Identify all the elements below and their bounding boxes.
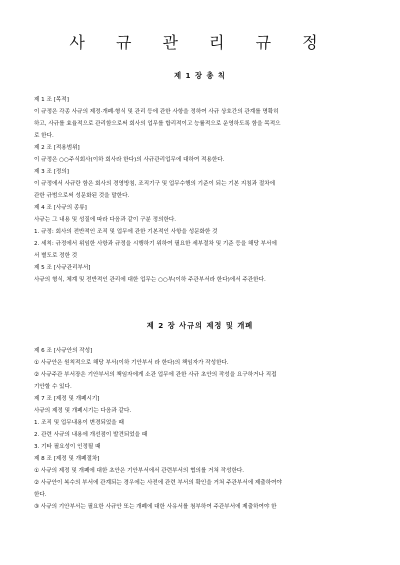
article-3-text-line: 이 규정에서 사규란 함은 회사의 경영방침, 조직기구 및 업무수행의 기준이 되는 기본 지침과 절차에: [34, 181, 276, 187]
article-3-text-line: 관한 규범으로써 성문화된 것을 말한다.: [34, 193, 130, 199]
article-6-heading: 제 6 조 [사규안의 작성]: [34, 348, 93, 354]
article-2-text-line: 이 규정은 ○○주식회사(이하 회사라 한다)의 사규관리업무에 대하여 적용한다.: [34, 157, 225, 163]
article-4-item: 서 별도로 정한 것: [34, 253, 78, 259]
article-1-text-line: 로 한다.: [34, 133, 54, 139]
article-8-heading: 제 8 조 [제정 및 개폐절차]: [34, 456, 100, 462]
chapter-2-heading: 제 2 장 사규의 제정 및 개폐: [146, 321, 254, 330]
article-6-text-line: ① 사규안은 원칙적으로 해당 부서(이하 기안부서 라 한다)의 책임자가 작성한다.: [34, 360, 229, 366]
article-2-heading: 제 2 조 [적용범위]: [34, 145, 80, 151]
article-1-text-line: 하고, 사규를 효율적으로 관리함으로써 회사의 업무를 합리적이고 능률적으로 운영하도록 함을 목적으: [34, 121, 281, 127]
article-8-text-line: ① 사규의 제정 및 개폐에 대한 초안은 기안부서에서 관련부서의 협의를 거쳐 작성한다.: [34, 468, 245, 474]
article-1-heading: 제 1 조 [목적]: [34, 97, 69, 103]
article-7-item: 3. 기타 필요성이 인정될 때: [34, 444, 101, 450]
article-4-text-line: 사규는 그 내용 및 성질에 따라 다음과 같이 구분 정의한다.: [34, 217, 177, 223]
article-3-heading: 제 3 조 [정의]: [34, 169, 69, 175]
article-8-text-line: 한다.: [34, 492, 47, 498]
article-7-item: 1. 조직 및 업무내용이 변경되었을 때: [34, 420, 124, 426]
article-6-text-line: ② 사규주관 부서장은 기안부서의 책임자에게 소관 업무에 관한 사규 초안의 작성을 요구하거나 직접: [34, 372, 277, 378]
article-7-text-line: 사규의 제정 및 개폐시기는 다음과 같다.: [34, 408, 132, 414]
article-1-text-line: 이 규정은 각종 사규의 제정·개폐·형식 및 관리 등에 관한 사항을 정하여 사규 상호간의 관계를 명확히: [34, 109, 279, 115]
article-8-text-line: ② 사규안이 복수의 부서에 관계되는 경우에는 사전에 관련 부서의 확인을 거쳐 주관부서에 제출하여야: [34, 480, 282, 486]
article-8-text-line: ③ 사규의 기안부서는 필요한 사규안 또는 개폐에 대한 사유서를 첨부하여 주관부서에 제출하여야 한: [34, 504, 277, 510]
article-4-item: 2. 세칙: 규정에서 위임한 사항과 규정을 시행하기 위하여 필요한 세부절차 및 기준 등을 해당 부서에: [34, 241, 277, 247]
chapter-2-body: [34, 345, 368, 513]
chapter-1-body: [34, 94, 368, 286]
article-4-heading: 제 4 조 [사규의 종류]: [34, 205, 87, 211]
article-7-heading: 제 7 조 [제정 및 개폐시기]: [34, 396, 100, 402]
article-5-heading: 제 5 조 [사규관리부서]: [34, 265, 91, 271]
chapter-1-heading: 제 1 장 총 칙: [174, 71, 226, 80]
article-4-item: 1. 규정: 회사의 전반적인 조직 및 업무에 관한 기본적인 사항을 성문화한 것: [34, 229, 218, 235]
article-6-text-line: 기안할 수 있다.: [34, 384, 72, 390]
article-5-text-line: 사규의 형식, 체계 및 전반적인 관리에 대한 업무는 ○○부(이하 주관부서라 한다)에서 주관한다.: [34, 277, 266, 283]
article-7-item: 2. 관련 사규의 내용에 개선점이 발견되었을 때: [34, 432, 148, 438]
document-title: 사 규 관 리 규 정: [69, 33, 331, 52]
